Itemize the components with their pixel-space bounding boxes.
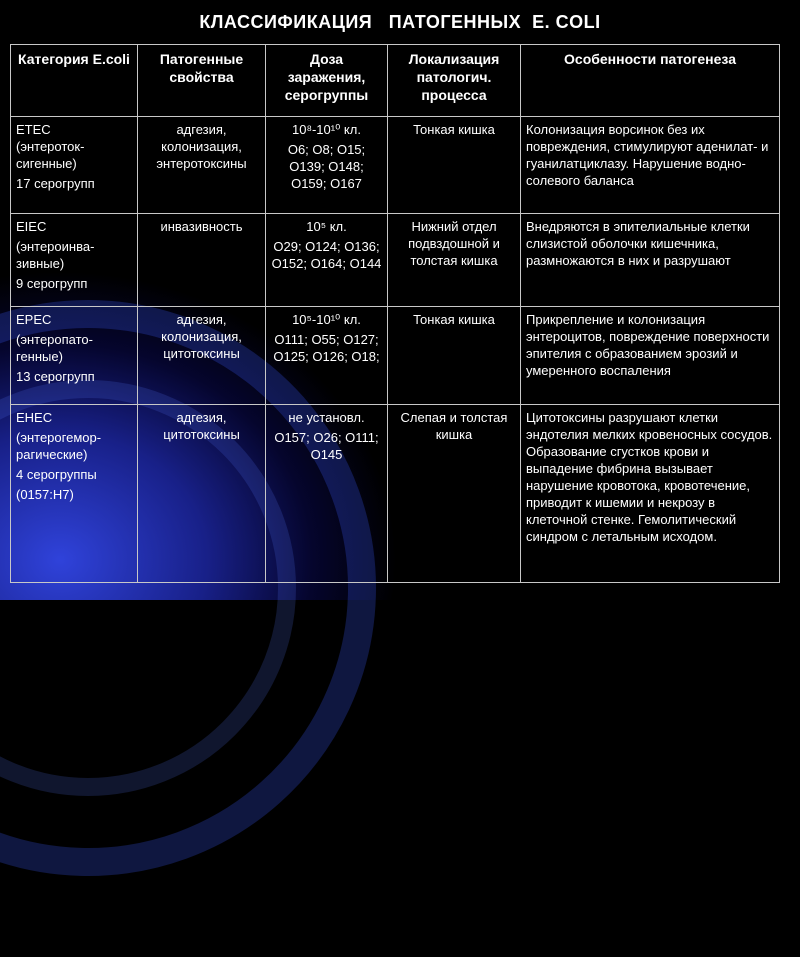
cell-localization: Нижний отдел подвздошной и толстая кишка <box>388 214 521 307</box>
category-description: (энтероинва-зивные) <box>16 239 95 271</box>
cell-localization: Тонкая кишка <box>388 117 521 214</box>
serogroup-list: O6; O8; O15; O139; O148; O159; O167 <box>287 142 366 191</box>
cell-properties: адгезия, колонизация, энтеротоксины <box>138 117 266 214</box>
serogroup-list: O157; O26; O111; O145 <box>274 430 379 462</box>
cell-localization: Тонкая кишка <box>388 307 521 405</box>
serogroup-list: O29; O124; O136; O152; O164; O144 <box>271 239 382 271</box>
dose-value: 10⁵ кл. <box>306 219 347 234</box>
category-serotype: (0157:H7) <box>16 487 74 502</box>
cell-properties: адгезия, колонизация, цитотоксины <box>138 307 266 405</box>
cell-dose <box>266 117 388 214</box>
category-code: EPEC <box>16 312 52 327</box>
cell-dose <box>266 405 388 583</box>
category-code: EHEC <box>16 410 53 425</box>
cell-pathogenesis: Колонизация ворсинок без их повреждения, стимулируют аденилат- и гуанилатциклазу. Нарушение водно-солевого баланса <box>521 117 780 214</box>
cell-category <box>11 307 138 405</box>
table-row <box>11 307 780 405</box>
dose-value: не установл. <box>288 410 365 425</box>
cell-category <box>11 405 138 583</box>
cell-category <box>11 214 138 307</box>
cell-pathogenesis: Внедряются в эпителиальные клетки слизистой оболочки кишечника, размножаются в них и разрушают <box>521 214 780 307</box>
dose-value: 10⁸-10¹⁰ кл. <box>292 122 361 137</box>
category-serogroup-count: 4 серогруппы <box>16 467 97 482</box>
table-row <box>11 117 780 214</box>
classification-table <box>10 44 780 583</box>
table-header-row <box>11 45 780 117</box>
header-dose: Доза заражения, серогруппы <box>266 45 388 117</box>
cell-dose <box>266 214 388 307</box>
category-description: (энтеропато-генные) <box>16 332 93 364</box>
table-row <box>11 214 780 307</box>
cell-dose <box>266 307 388 405</box>
dose-value: 10⁵-10¹⁰ кл. <box>292 312 361 327</box>
cell-properties: адгезия, цитотоксины <box>138 405 266 583</box>
category-serogroup-count: 9 серогрупп <box>16 276 88 291</box>
category-serogroup-count: 13 серогрупп <box>16 369 95 384</box>
cell-properties: инвазивность <box>138 214 266 307</box>
cell-pathogenesis: Прикрепление и колонизация энтероцитов, повреждение поверхности эпителия с образованием эрозий и умеренного воспаления <box>521 307 780 405</box>
cell-category <box>11 117 138 214</box>
header-localization: Локализация патологич. процесса <box>388 45 521 117</box>
table-row <box>11 405 780 583</box>
header-pathogenesis: Особенности патогенеза <box>521 45 780 117</box>
cell-pathogenesis: Цитотоксины разрушают клетки эндотелия мелких кровеносных сосудов. Образование сгустков крови и выпадение фибрина вызывает нарушение кровотока, кровотечение, приводит к ишемии и некрозу в клеточной стенке. Гемолитический синдром с летальным исходом. <box>521 405 780 583</box>
category-code: ETEC <box>16 122 51 137</box>
header-category: Категория E.coli <box>11 45 138 117</box>
cell-localization: Слепая и толстая кишка <box>388 405 521 583</box>
slide-title: КЛАССИФИКАЦИЯ ПАТОГЕННЫХ E. COLI <box>199 12 601 32</box>
category-description: (энтерогемор-рагические) <box>16 430 102 462</box>
serogroup-list: O111; O55; O127; O125; O126; O18; <box>273 332 380 364</box>
header-properties: Патогенные свойства <box>138 45 266 117</box>
category-serogroup-count: 17 серогрупп <box>16 176 95 191</box>
category-description: (энтероток-сигенные) <box>16 139 85 171</box>
category-code: EIEC <box>16 219 47 234</box>
